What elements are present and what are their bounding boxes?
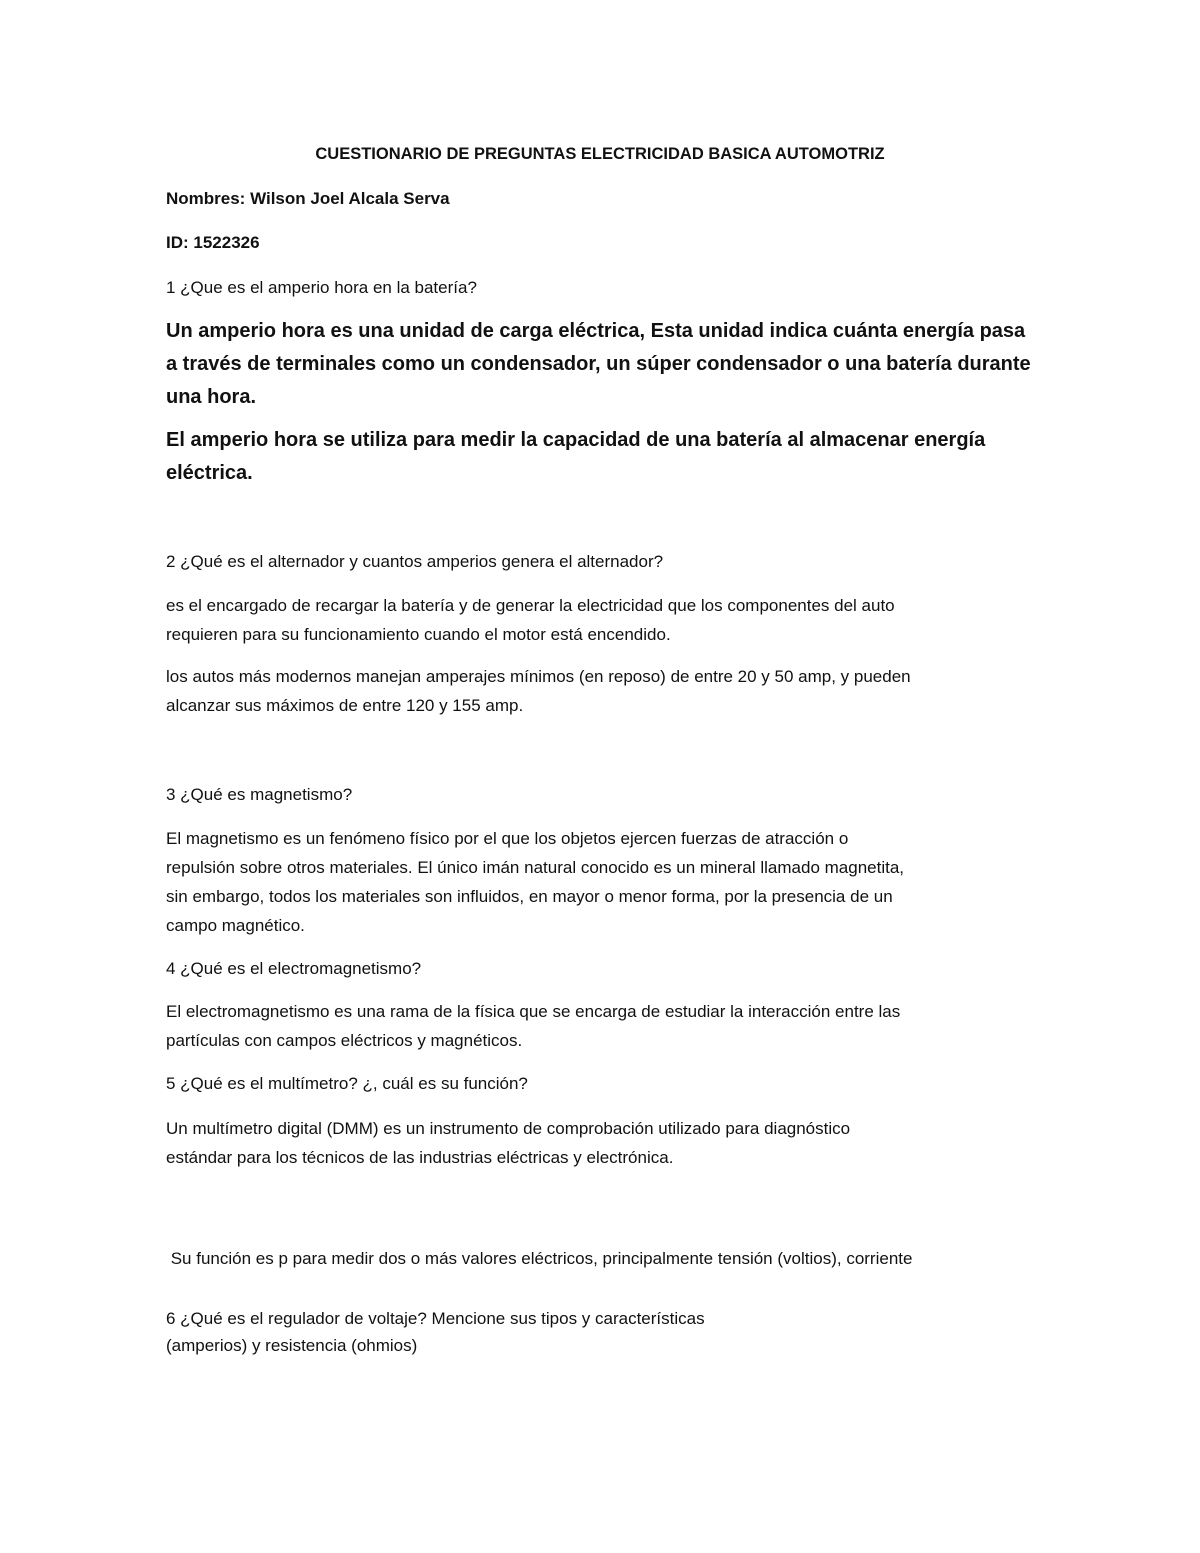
question-3: 3 ¿Qué es magnetismo? — [166, 785, 353, 804]
answer-3-paragraph — [166, 824, 904, 940]
answer-line: sin embargo, todos los materiales son influidos, en mayor o menor forma, por la presencia de un — [166, 887, 893, 906]
answer-line: repulsión sobre otros materiales. El único imán natural conocido es un mineral llamado magnetita, — [166, 858, 904, 877]
answer-line: Su función es p para medir dos o más valores eléctricos, principalmente tensión (voltios), corriente — [166, 1249, 913, 1268]
question-6: 6 ¿Qué es el regulador de voltaje? Mencione sus tipos y características — [166, 1309, 705, 1328]
answer-line: El amperio hora se utiliza para medir la capacidad de una batería al almacenar energía — [166, 429, 986, 451]
answer-line: es el encargado de recargar la batería y de generar la electricidad que los componentes del auto — [166, 596, 895, 615]
answer-line: los autos más modernos manejan amperajes mínimos (en reposo) de entre 20 y 50 amp, y pueden — [166, 667, 911, 686]
student-name: Nombres: Wilson Joel Alcala Serva — [166, 189, 450, 208]
answer-line: El electromagnetismo es una rama de la física que se encarga de estudiar la interacción entre las — [166, 1002, 901, 1021]
answer-line: partículas con campos eléctricos y magnéticos. — [166, 1031, 523, 1050]
answer-line: una hora. — [166, 386, 257, 408]
answer-5-paragraph-1 — [166, 1114, 850, 1172]
answer-2-paragraph-1 — [166, 591, 895, 649]
question-5: 5 ¿Qué es el multímetro? ¿, cuál es su función? — [166, 1074, 528, 1093]
answer-line: estándar para los técnicos de las industrias eléctricas y electrónica. — [166, 1148, 674, 1167]
answer-line: Un amperio hora es una unidad de carga eléctrica, Esta unidad indica cuánta energía pasa — [166, 320, 1026, 342]
answer-line: Un multímetro digital (DMM) es un instrumento de comprobación utilizado para diagnóstico — [166, 1119, 851, 1138]
answer-line: El magnetismo es un fenómeno físico por el que los objetos ejercen fuerzas de atracción o — [166, 829, 849, 848]
answer-line: requieren para su funcionamiento cuando el motor está encendido. — [166, 625, 671, 644]
question-1: 1 ¿Que es el amperio hora en la batería? — [166, 278, 477, 297]
answer-line: (amperios) y resistencia (ohmios) — [166, 1336, 418, 1355]
question-4: 4 ¿Qué es el electromagnetismo? — [166, 959, 422, 978]
answer-line: eléctrica. — [166, 462, 253, 484]
answer-1-paragraph-2 — [166, 424, 985, 490]
answer-1-paragraph-1 — [166, 315, 1031, 414]
answer-5-paragraph-2 — [166, 1186, 912, 1418]
answer-line: alcanzar sus máximos de entre 120 y 155 amp. — [166, 696, 524, 715]
question-2: 2 ¿Qué es el alternador y cuantos amperios genera el alternador? — [166, 552, 664, 571]
answer-2-paragraph-2 — [166, 662, 911, 720]
student-id: ID: 1522326 — [166, 233, 260, 252]
answer-4-paragraph — [166, 997, 900, 1055]
document-title: CUESTIONARIO DE PREGUNTAS ELECTRICIDAD BASICA AUTOMOTRIZ — [315, 145, 885, 163]
answer-line: campo magnético. — [166, 916, 305, 935]
answer-line: a través de terminales como un condensador, un súper condensador o una batería durante — [166, 353, 1031, 375]
